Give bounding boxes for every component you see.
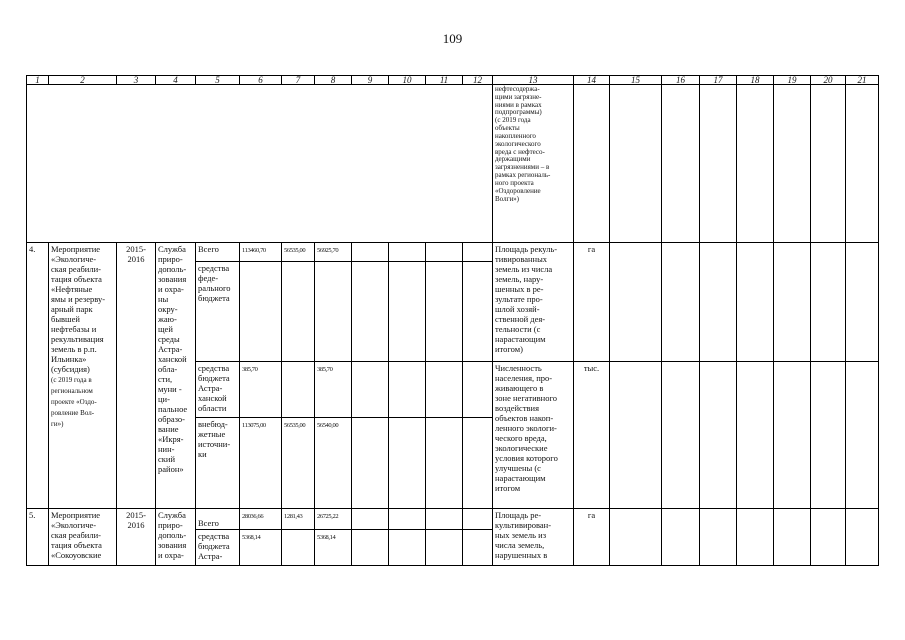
years-cell: 2015- 2016 xyxy=(116,508,155,566)
header-cell: 3 xyxy=(116,75,155,84)
empty-cell xyxy=(425,361,462,417)
empty-cell xyxy=(736,361,773,508)
empty-cell xyxy=(462,361,492,417)
header-cell: 14 xyxy=(573,75,609,84)
empty-cell xyxy=(351,261,388,361)
indicator-unit: га xyxy=(573,508,609,566)
indicator-population: Численность населения, про- живающего в зоне негативного воздействия объектов накоп- ленного экологи- ческого вреда, экологические условия которого улучшены (с нарастающим итогом xyxy=(492,361,573,508)
header-cell: 1 xyxy=(26,75,48,84)
amount-2015 xyxy=(281,361,314,417)
amount-2016: 56925,70 xyxy=(314,242,351,261)
empty-cell xyxy=(661,361,699,508)
empty-cell xyxy=(609,242,661,361)
amount-total xyxy=(239,261,281,361)
funding-source-label: Всего xyxy=(195,508,239,529)
header-cell: 4 xyxy=(155,75,195,84)
empty-cell xyxy=(351,529,388,566)
amount-2016: 56540,00 xyxy=(314,417,351,508)
header-cell: 18 xyxy=(736,75,773,84)
empty-cell xyxy=(661,508,699,566)
header-cell: 5 xyxy=(195,75,239,84)
empty-cell xyxy=(845,84,879,242)
empty-cell xyxy=(351,242,388,261)
indicator-reclaimed-area: Площадь ре- культивирован- ных земель из числа земель, нарушенных в xyxy=(492,508,573,566)
empty-cell xyxy=(773,508,810,566)
indicator-unit: га xyxy=(573,242,609,361)
continuation-blank-cell xyxy=(26,84,492,242)
empty-cell xyxy=(810,84,845,242)
empty-cell xyxy=(609,361,661,508)
amount-total: 113460,70 xyxy=(239,242,281,261)
measure-name xyxy=(48,242,116,508)
empty-cell xyxy=(736,84,773,242)
amount-2016: 26725,22 xyxy=(314,508,351,529)
amount-total: 385,70 xyxy=(239,361,281,417)
empty-cell xyxy=(699,508,736,566)
empty-cell xyxy=(425,508,462,529)
empty-cell xyxy=(773,84,810,242)
empty-cell xyxy=(425,242,462,261)
empty-cell xyxy=(425,261,462,361)
empty-cell xyxy=(699,242,736,361)
amount-total: 5368,14 xyxy=(239,529,281,566)
header-cell: 19 xyxy=(773,75,810,84)
empty-cell xyxy=(351,508,388,529)
empty-cell xyxy=(699,361,736,508)
amount-2015 xyxy=(281,529,314,566)
empty-cell xyxy=(773,361,810,508)
empty-cell xyxy=(845,508,879,566)
header-cell: 12 xyxy=(462,75,492,84)
empty-cell xyxy=(845,242,879,361)
header-cell: 2 xyxy=(48,75,116,84)
empty-cell xyxy=(810,508,845,566)
amount-2016: 5368,14 xyxy=(314,529,351,566)
header-cell: 6 xyxy=(239,75,281,84)
amount-2015: 56535,00 xyxy=(281,242,314,261)
header-cell: 10 xyxy=(388,75,425,84)
header-cell: 8 xyxy=(314,75,351,84)
empty-cell xyxy=(388,261,425,361)
executor-cell: Служба приро- дополь- зования и охра- xyxy=(155,508,195,566)
empty-cell xyxy=(351,417,388,508)
empty-cell xyxy=(388,508,425,529)
empty-cell xyxy=(425,529,462,566)
measure-name-text: Мероприятие «Экологиче- ская реабили- тация объекта «Нефтяные ямы и резерву- арный парк бывшей нефтебазы и рекультивация земель в р.п. Ильинка» (субсидия) xyxy=(51,244,106,375)
header-cell: 20 xyxy=(810,75,845,84)
amount-total: 28036,66 xyxy=(239,508,281,529)
empty-cell xyxy=(573,84,609,242)
amount-2016: 385,70 xyxy=(314,361,351,417)
header-cell: 9 xyxy=(351,75,388,84)
continuation-indicator: нефтесодержа- щими загрязне- ниями в рамках подпрограммы) (с 2019 года объекты накопленного экологического вреда с нефтесо- держащими загрязнениями – в рамках региональ- ного проекта «Оздоровление Волги») xyxy=(492,84,573,242)
empty-cell xyxy=(810,361,845,508)
empty-cell xyxy=(462,417,492,508)
empty-cell xyxy=(462,261,492,361)
empty-cell xyxy=(462,242,492,261)
indicator-unit: тыс. xyxy=(573,361,609,508)
empty-cell xyxy=(699,84,736,242)
header-cell: 13 xyxy=(492,75,573,84)
row-number: 4. xyxy=(26,242,48,508)
header-cell: 15 xyxy=(609,75,661,84)
header-cell: 7 xyxy=(281,75,314,84)
measure-name: Мероприятие «Экологиче- ская реабили- тация объекта «Сокоуовские xyxy=(48,508,116,566)
empty-cell xyxy=(388,529,425,566)
empty-cell xyxy=(736,508,773,566)
empty-cell xyxy=(462,508,492,529)
empty-cell xyxy=(773,242,810,361)
amount-2015: 56535,00 xyxy=(281,417,314,508)
funding-source-label: средства бюджета Астра- xyxy=(195,529,239,566)
empty-cell xyxy=(736,242,773,361)
empty-cell xyxy=(661,242,699,361)
funding-source-label: внебюд- жетные источни- ки xyxy=(195,417,239,508)
amount-2015: 1281,43 xyxy=(281,508,314,529)
years-cell: 2015- 2016 xyxy=(116,242,155,508)
empty-cell xyxy=(351,361,388,417)
indicator-reclaimed-area: Площадь рекуль- тивированных земель из числа земель, нару- шенных в ре- зультате про- шлой хозяй- ственной дея- тельности (с нарастающим итогом) xyxy=(492,242,573,361)
amount-2016 xyxy=(314,261,351,361)
empty-cell xyxy=(388,242,425,261)
empty-cell xyxy=(609,84,661,242)
funding-source-label: средства бюджета Астра- ханской области xyxy=(195,361,239,417)
empty-cell xyxy=(425,417,462,508)
header-cell: 17 xyxy=(699,75,736,84)
header-cell: 16 xyxy=(661,75,699,84)
empty-cell xyxy=(462,529,492,566)
empty-cell xyxy=(810,242,845,361)
empty-cell xyxy=(661,84,699,242)
header-cell: 11 xyxy=(425,75,462,84)
funding-source-label: средства феде- рального бюджета xyxy=(195,261,239,361)
amount-total: 113075,00 xyxy=(239,417,281,508)
amount-2015 xyxy=(281,261,314,361)
regional-project-note: (с 2019 года в региональном проекте «Оздо- ровление Вол- ги») xyxy=(51,376,97,428)
executor-cell: Служба приро- дополь- зования и охра- ны окру- жаю- щей среды Астра- ханской обла- сти, муни - ци- пальное образо- вание «Икря- нин- ский район» xyxy=(155,242,195,508)
header-cell: 21 xyxy=(845,75,879,84)
empty-cell xyxy=(388,361,425,417)
row-number: 5. xyxy=(26,508,48,566)
empty-cell xyxy=(388,417,425,508)
page-number: 109 xyxy=(442,31,463,46)
empty-cell xyxy=(609,508,661,566)
funding-source-label: Всего xyxy=(195,242,239,261)
empty-cell xyxy=(845,361,879,508)
